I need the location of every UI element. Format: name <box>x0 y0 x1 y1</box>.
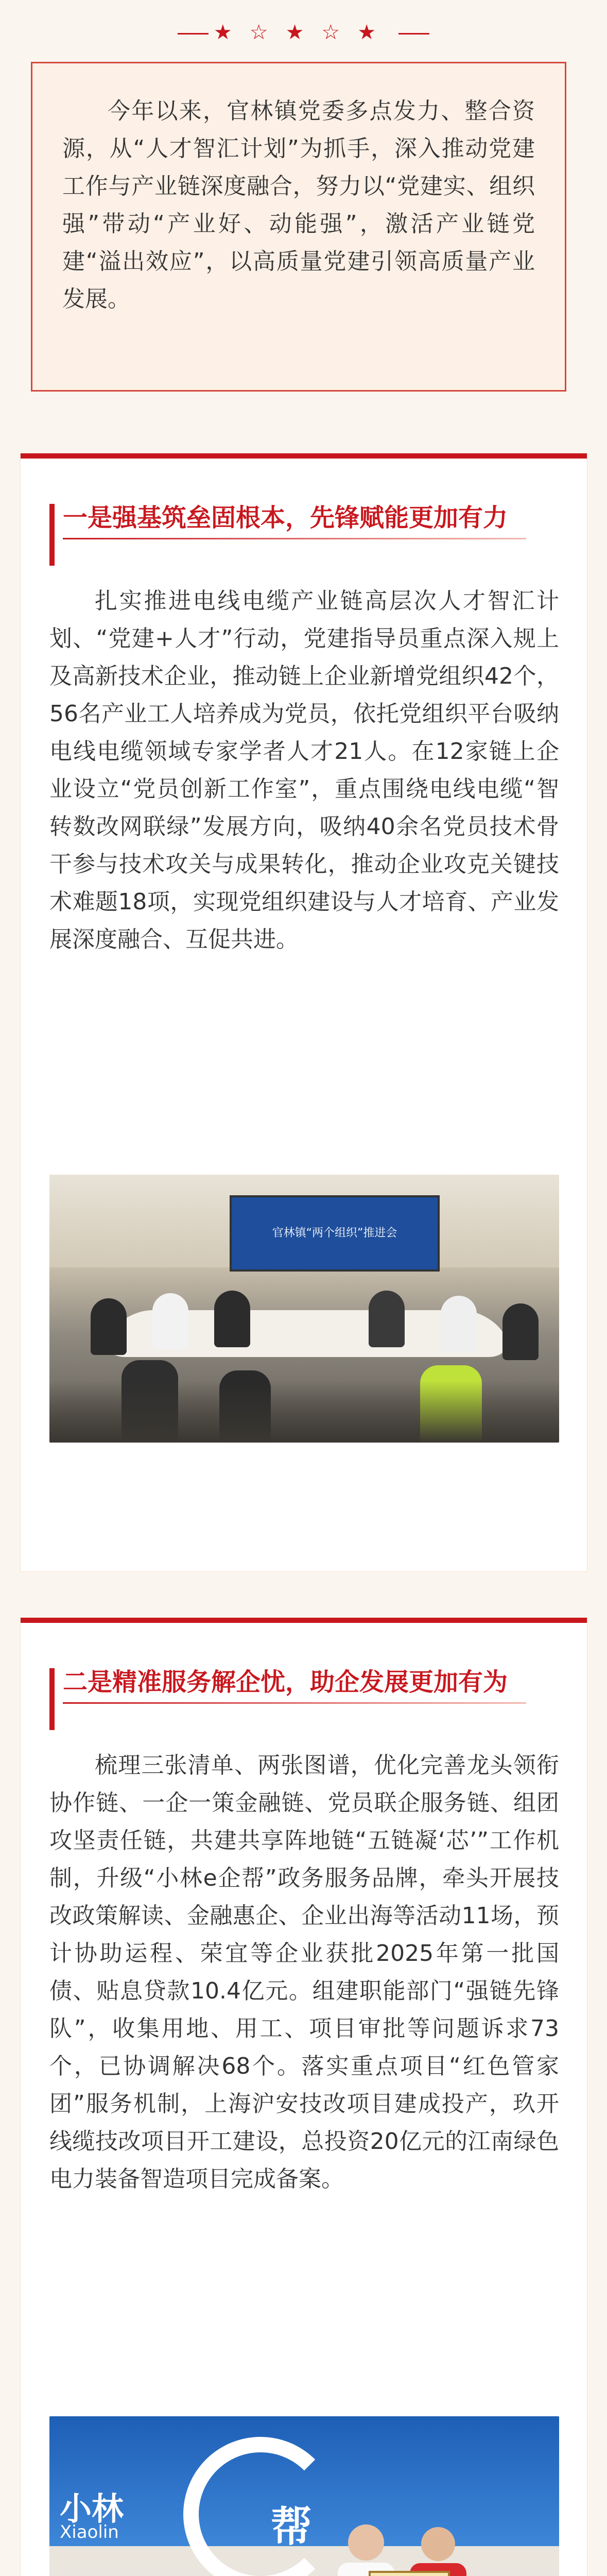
divider-line-left <box>178 33 209 35</box>
section-2-title: 二是精准服务解企忧，助企发展更加有为 <box>63 1668 508 1697</box>
star-icon: ★ <box>213 21 250 44</box>
section-2-body <box>49 1747 559 2198</box>
title-marker <box>49 1668 55 1730</box>
section-1-header <box>49 500 559 539</box>
section-top-bar <box>21 453 587 459</box>
star-divider <box>0 21 607 44</box>
title-underline <box>63 538 526 539</box>
person-left <box>338 2524 394 2576</box>
star-icon: ★ <box>285 21 322 44</box>
meeting-screen <box>230 1195 440 1272</box>
section-2-text: 梳理三张清单、两张图谱，优化完善龙头领衔协作链、一企一策金融链、党员联企服务链、组团攻坚责任链，共建共享阵地链“五链凝‘芯’”工作机制，升级“小林e企帮”政务服务品牌，牵头开展技改政策解读、金融惠企、企业出海等活动11场，预计协助运程、荣宜等企业获批2025年第一批国债、贴息贷款10.4亿元。组建职能部门“强链先锋队”，收集用地、用工、项目审批等问题诉求73个，已协调解决68个。落实重点项目“红色管家团”服务机制，上海沪安技改项目建成投产，玖开线缆技改项目开工建设，总投资20亿元的江南绿色电力装备智造项目完成备案。 <box>49 1752 559 2192</box>
section-1 <box>21 453 587 1571</box>
banner-brand-en: Xiaolin <box>60 2522 119 2543</box>
award-photo <box>49 2416 559 2576</box>
meeting-photo <box>49 1175 559 1443</box>
section-top-bar <box>21 1618 587 1623</box>
intro-text: 今年以来，官林镇党委多点发力、整合资源，从“人才智汇计划”为抓手，深入推动党建工作与产业链深度融合，努力以“党建实、组织强”带动“产业好、动能强”，激活产业链党建“溢出效应”，以高质量党建引领高质量产业发展。 <box>62 98 535 312</box>
head <box>348 2524 384 2561</box>
banner-help-char: 帮 <box>271 2503 312 2551</box>
attendee <box>91 1298 127 1355</box>
person-right <box>410 2527 466 2576</box>
title-marker <box>49 504 55 566</box>
divider-line-right <box>398 33 429 35</box>
meeting-screen-text: 官林镇“两个组织”推进会 <box>272 1227 397 1240</box>
section-2 <box>21 1618 587 2576</box>
section-1-body <box>49 582 559 958</box>
banner-brand: 小林 <box>60 2490 124 2528</box>
attendee <box>369 1291 405 1347</box>
e-logo-icon <box>183 2437 338 2576</box>
star-icon: ★ <box>357 21 394 44</box>
title-underline <box>63 1702 526 1704</box>
section-1-text: 扎实推进电线电缆产业链高层次人才智汇计划、“党建+人才”行动，党建指导员重点深入规上及高新技术企业，推动链上企业新增党组织42个，56名产业工人培养成为党员，依托党组织平台吸纳电线电缆领域专家学者人才21人。在12家链上企业设立“党员创新工作室”，重点围绕电线电缆“智转数改网联绿”发展方向，吸纳40余名党员技术骨干参与技术攻关与成果转化，推动企业攻克关键技术难题18项，实现党组织建设与人才培育、产业发展深度融合、互促共进。 <box>49 588 559 953</box>
section-2-header <box>49 1664 559 1704</box>
attendee <box>441 1296 477 1352</box>
certificate-plaque <box>369 2571 450 2576</box>
attendee <box>214 1291 250 1347</box>
intro-box <box>31 62 566 392</box>
star-outline-icon: ☆ <box>249 21 286 44</box>
attendee <box>152 1293 188 1350</box>
section-1-title: 一是强基筑垒固根本，先锋赋能更加有力 <box>63 503 508 532</box>
chair-row <box>49 1381 559 1443</box>
star-outline-icon: ☆ <box>321 21 358 44</box>
attendee <box>502 1303 539 1360</box>
head <box>421 2527 455 2561</box>
